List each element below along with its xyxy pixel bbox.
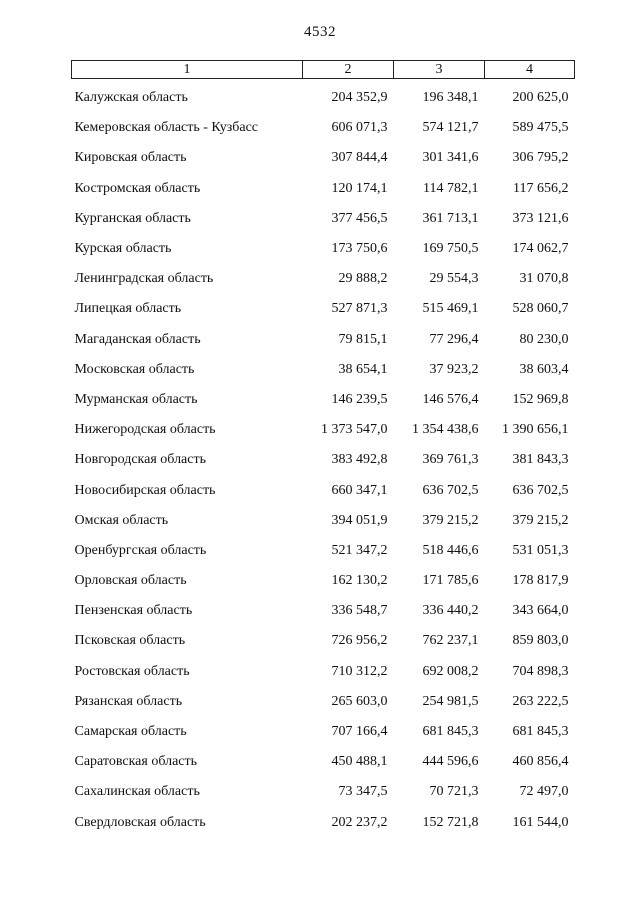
value-cell-col-4: 1 390 656,1 bbox=[502, 422, 569, 438]
table-row bbox=[72, 506, 575, 536]
value-cell-col-3: 636 702,5 bbox=[422, 482, 479, 498]
value-cell-col-2: 173 750,6 bbox=[331, 241, 388, 257]
value-cell-col-3: 574 121,7 bbox=[422, 120, 479, 136]
value-cell-col-2: 1 373 547,0 bbox=[321, 422, 388, 438]
value-cell-col-3: 77 296,4 bbox=[429, 331, 479, 347]
value-cell-col-3: 369 761,3 bbox=[422, 452, 479, 468]
value-cell-col-2: 162 130,2 bbox=[331, 573, 388, 589]
value-cell-col-3: 681 845,3 bbox=[422, 724, 479, 740]
table-header bbox=[72, 61, 575, 79]
value-cell-col-3: 379 215,2 bbox=[422, 512, 479, 528]
value-cell-col-3: 152 721,8 bbox=[422, 814, 479, 830]
region-name-cell: Сахалинская область bbox=[74, 784, 200, 800]
value-cell-col-2: 377 456,5 bbox=[331, 210, 388, 226]
value-cell-col-3: 361 713,1 bbox=[422, 210, 479, 226]
table-row bbox=[72, 204, 575, 234]
value-cell-col-4: 528 060,7 bbox=[512, 301, 569, 317]
value-cell-col-3: 336 440,2 bbox=[422, 603, 479, 619]
region-name-cell: Калужская область bbox=[74, 90, 188, 106]
region-name-cell: Псковская область bbox=[74, 633, 186, 649]
region-name-cell: Саратовская область bbox=[74, 754, 198, 770]
table-row bbox=[72, 445, 575, 475]
table-row bbox=[72, 294, 575, 324]
value-cell-col-2: 79 815,1 bbox=[338, 331, 388, 347]
value-cell-col-3: 518 446,6 bbox=[422, 542, 479, 558]
value-cell-col-4: 178 817,9 bbox=[512, 573, 569, 589]
region-name-cell: Рязанская область bbox=[74, 693, 183, 709]
value-cell-col-2: 73 347,5 bbox=[338, 784, 388, 800]
value-cell-col-3: 762 237,1 bbox=[422, 633, 479, 649]
region-name-cell: Ленинградская область bbox=[74, 271, 214, 287]
region-name-cell: Новосибирская область bbox=[74, 482, 216, 498]
value-cell-col-3: 444 596,6 bbox=[422, 754, 479, 770]
value-cell-col-4: 306 795,2 bbox=[512, 150, 569, 166]
table-row bbox=[72, 234, 575, 264]
value-cell-col-3: 169 750,5 bbox=[422, 241, 479, 257]
value-cell-col-2: 29 888,2 bbox=[338, 271, 388, 287]
table-row bbox=[72, 566, 575, 596]
value-cell-col-2: 120 174,1 bbox=[331, 180, 388, 196]
value-cell-col-4: 636 702,5 bbox=[512, 482, 569, 498]
value-cell-col-4: 31 070,8 bbox=[519, 271, 569, 287]
region-name-cell: Курская область bbox=[74, 241, 172, 257]
value-cell-col-2: 660 347,1 bbox=[331, 482, 388, 498]
table-row bbox=[72, 777, 575, 807]
value-cell-col-3: 29 554,3 bbox=[429, 271, 479, 287]
value-cell-col-2: 710 312,2 bbox=[331, 663, 388, 679]
table-row bbox=[72, 415, 575, 445]
value-cell-col-2: 265 603,0 bbox=[331, 693, 388, 709]
region-name-cell: Свердловская область bbox=[74, 814, 206, 830]
value-cell-col-3: 1 354 438,6 bbox=[412, 422, 479, 438]
column-header-2: 2 bbox=[303, 61, 394, 79]
value-cell-col-4: 381 843,3 bbox=[512, 452, 569, 468]
region-name-cell: Оренбургская область bbox=[74, 542, 207, 558]
table-body bbox=[72, 79, 575, 838]
value-cell-col-2: 726 956,2 bbox=[331, 633, 388, 649]
table-row bbox=[72, 385, 575, 415]
value-cell-col-4: 379 215,2 bbox=[512, 512, 569, 528]
value-cell-col-4: 263 222,5 bbox=[512, 693, 569, 709]
value-cell-col-3: 692 008,2 bbox=[422, 663, 479, 679]
header-row bbox=[72, 61, 575, 79]
region-name-cell: Липецкая область bbox=[74, 301, 182, 317]
table-row bbox=[72, 596, 575, 626]
table-row bbox=[72, 626, 575, 656]
table-row bbox=[72, 808, 575, 838]
value-cell-col-4: 531 051,3 bbox=[512, 542, 569, 558]
value-cell-col-4: 373 121,6 bbox=[512, 210, 569, 226]
region-name-cell: Курганская область bbox=[74, 210, 191, 226]
table-row bbox=[72, 657, 575, 687]
value-cell-col-2: 204 352,9 bbox=[331, 90, 388, 106]
value-cell-col-2: 521 347,2 bbox=[331, 542, 388, 558]
table-row bbox=[72, 79, 575, 114]
value-cell-col-2: 307 844,4 bbox=[331, 150, 388, 166]
region-name-cell: Кемеровская область - Кузбасс bbox=[74, 120, 259, 136]
value-cell-col-2: 383 492,8 bbox=[331, 452, 388, 468]
value-cell-col-4: 72 497,0 bbox=[519, 784, 569, 800]
region-name-cell: Пензенская область bbox=[74, 603, 193, 619]
region-name-cell: Орловская область bbox=[74, 573, 187, 589]
table-row bbox=[72, 113, 575, 143]
table-row bbox=[72, 687, 575, 717]
value-cell-col-3: 196 348,1 bbox=[422, 90, 479, 106]
region-name-cell: Нижегородская область bbox=[74, 422, 216, 438]
table-row bbox=[72, 747, 575, 777]
value-cell-col-2: 38 654,1 bbox=[338, 361, 388, 377]
table-row bbox=[72, 264, 575, 294]
value-cell-col-4: 859 803,0 bbox=[512, 633, 569, 649]
table-row bbox=[72, 717, 575, 747]
value-cell-col-3: 515 469,1 bbox=[422, 301, 479, 317]
table-row bbox=[72, 475, 575, 505]
table-row bbox=[72, 355, 575, 385]
region-name-cell: Костромская область bbox=[74, 180, 201, 196]
value-cell-col-2: 336 548,7 bbox=[331, 603, 388, 619]
region-name-cell: Ростовская область bbox=[74, 663, 190, 679]
value-cell-col-3: 114 782,1 bbox=[423, 180, 479, 196]
value-cell-col-4: 681 845,3 bbox=[512, 724, 569, 740]
data-table-container bbox=[71, 60, 574, 838]
page-number: 4532 bbox=[304, 24, 336, 40]
column-header-1: 1 bbox=[72, 61, 303, 79]
table-row bbox=[72, 143, 575, 173]
value-cell-col-3: 301 341,6 bbox=[422, 150, 479, 166]
value-cell-col-4: 460 856,4 bbox=[512, 754, 569, 770]
column-header-3: 3 bbox=[394, 61, 485, 79]
value-cell-col-3: 70 721,3 bbox=[429, 784, 479, 800]
value-cell-col-4: 117 656,2 bbox=[513, 180, 569, 196]
value-cell-col-2: 146 239,5 bbox=[331, 391, 388, 407]
value-cell-col-2: 450 488,1 bbox=[331, 754, 388, 770]
value-cell-col-4: 589 475,5 bbox=[512, 120, 569, 136]
table-row bbox=[72, 325, 575, 355]
region-name-cell: Омская область bbox=[74, 512, 169, 528]
value-cell-col-3: 254 981,5 bbox=[422, 693, 479, 709]
value-cell-col-4: 152 969,8 bbox=[512, 391, 569, 407]
region-name-cell: Магаданская область bbox=[74, 331, 201, 347]
region-name-cell: Мурманская область bbox=[74, 391, 198, 407]
column-header-4: 4 bbox=[485, 61, 575, 79]
table-row bbox=[72, 174, 575, 204]
value-cell-col-3: 37 923,2 bbox=[429, 361, 479, 377]
value-cell-col-4: 38 603,4 bbox=[519, 361, 569, 377]
table-row bbox=[72, 536, 575, 566]
value-cell-col-3: 146 576,4 bbox=[422, 391, 479, 407]
value-cell-col-2: 606 071,3 bbox=[331, 120, 388, 136]
value-cell-col-4: 343 664,0 bbox=[512, 603, 569, 619]
region-name-cell: Новгородская область bbox=[74, 452, 206, 468]
region-name-cell: Самарская область bbox=[74, 724, 187, 740]
value-cell-col-4: 80 230,0 bbox=[519, 331, 569, 347]
value-cell-col-2: 527 871,3 bbox=[331, 301, 388, 317]
value-cell-col-4: 174 062,7 bbox=[512, 241, 569, 257]
value-cell-col-2: 394 051,9 bbox=[331, 512, 388, 528]
region-name-cell: Кировская область bbox=[74, 150, 187, 166]
value-cell-col-3: 171 785,6 bbox=[422, 573, 479, 589]
value-cell-col-2: 202 237,2 bbox=[331, 814, 388, 830]
value-cell-col-4: 161 544,0 bbox=[512, 814, 569, 830]
value-cell-col-4: 200 625,0 bbox=[512, 90, 569, 106]
value-cell-col-2: 707 166,4 bbox=[331, 724, 388, 740]
region-name-cell: Московская область bbox=[74, 361, 195, 377]
data-table bbox=[71, 60, 575, 838]
value-cell-col-4: 704 898,3 bbox=[512, 663, 569, 679]
